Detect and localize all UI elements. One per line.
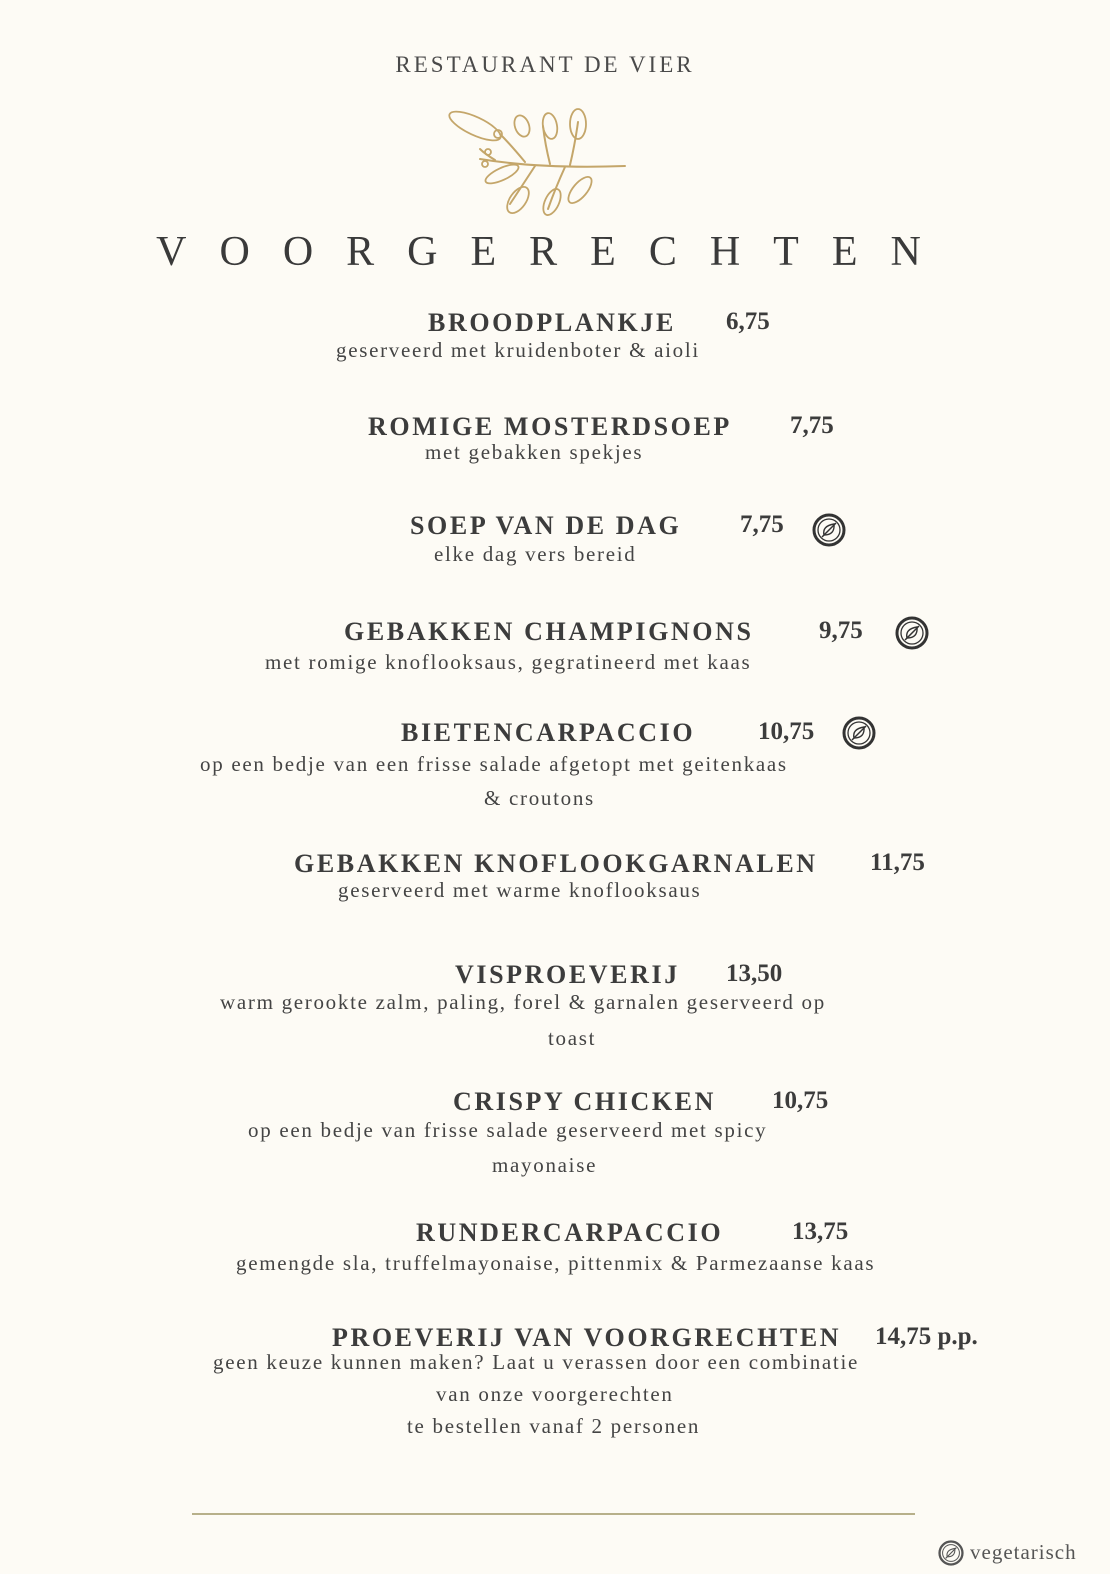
- item-price: 9,75: [819, 617, 863, 644]
- vegetarian-leaf-icon: [842, 716, 876, 750]
- item-price: 7,75: [740, 511, 784, 538]
- section-title: VOORGERECHTEN: [156, 229, 954, 275]
- item-name: CRISPY CHICKEN: [453, 1087, 716, 1116]
- item-price: 14,75 p.p.: [875, 1323, 978, 1350]
- item-name: VISPROEVERIJ: [455, 960, 680, 989]
- item-name: BIETENCARPACCIO: [401, 718, 696, 747]
- legend-label: vegetarisch: [970, 1540, 1077, 1564]
- item-description-line-3: te bestellen vanaf 2 personen: [407, 1414, 701, 1438]
- vegetarian-leaf-icon: [812, 513, 846, 547]
- item-name: SOEP VAN DE DAG: [410, 511, 682, 540]
- item-name: GEBAKKEN KNOFLOOKGARNALEN: [294, 849, 818, 878]
- item-description: geen keuze kunnen maken? Laat u verassen door een combinatie: [213, 1350, 860, 1374]
- item-description: geserveerd met warme knoflooksaus: [338, 878, 702, 902]
- item-description-line-2: van onze voorgerechten: [436, 1382, 674, 1406]
- divider: [192, 1513, 915, 1515]
- item-price: 11,75: [870, 849, 925, 876]
- vegetarian-leaf-icon: [895, 616, 929, 650]
- item-name: BROODPLANKJE: [428, 308, 676, 337]
- item-description-line-2: & croutons: [484, 786, 595, 810]
- item-price: 6,75: [726, 308, 770, 335]
- item-name: PROEVERIJ VAN VOORGRECHTEN: [332, 1323, 842, 1352]
- item-description-line-2: mayonaise: [492, 1153, 598, 1177]
- item-price: 10,75: [772, 1087, 829, 1114]
- item-name: ROMIGE MOSTERDSOEP: [368, 412, 732, 441]
- item-description: met gebakken spekjes: [425, 440, 644, 464]
- item-name: RUNDERCARPACCIO: [416, 1218, 724, 1247]
- olive-branch-icon: [440, 104, 630, 219]
- item-description: op een bedje van frisse salade geserveerd met spicy: [248, 1118, 768, 1142]
- item-description-line-2: toast: [548, 1026, 597, 1050]
- item-price: 13,75: [792, 1218, 849, 1245]
- item-description: met romige knoflooksaus, gegratineerd met kaas: [265, 650, 752, 674]
- item-description: gemengde sla, truffelmayonaise, pittenmix & Parmezaanse kaas: [236, 1251, 876, 1275]
- item-price: 10,75: [758, 718, 815, 745]
- item-description: geserveerd met kruidenboter & aioli: [336, 338, 700, 362]
- item-description: warm gerookte zalm, paling, forel & garnalen geserveerd op: [220, 990, 826, 1014]
- item-description: elke dag vers bereid: [434, 542, 637, 566]
- vegetarian-leaf-icon: [938, 1540, 964, 1566]
- item-name: GEBAKKEN CHAMPIGNONS: [344, 617, 754, 646]
- restaurant-name: RESTAURANT DE VIER: [395, 52, 695, 77]
- item-description: op een bedje van een frisse salade afgetopt met geitenkaas: [200, 752, 788, 776]
- item-price: 7,75: [790, 412, 834, 439]
- item-price: 13,50: [726, 960, 783, 987]
